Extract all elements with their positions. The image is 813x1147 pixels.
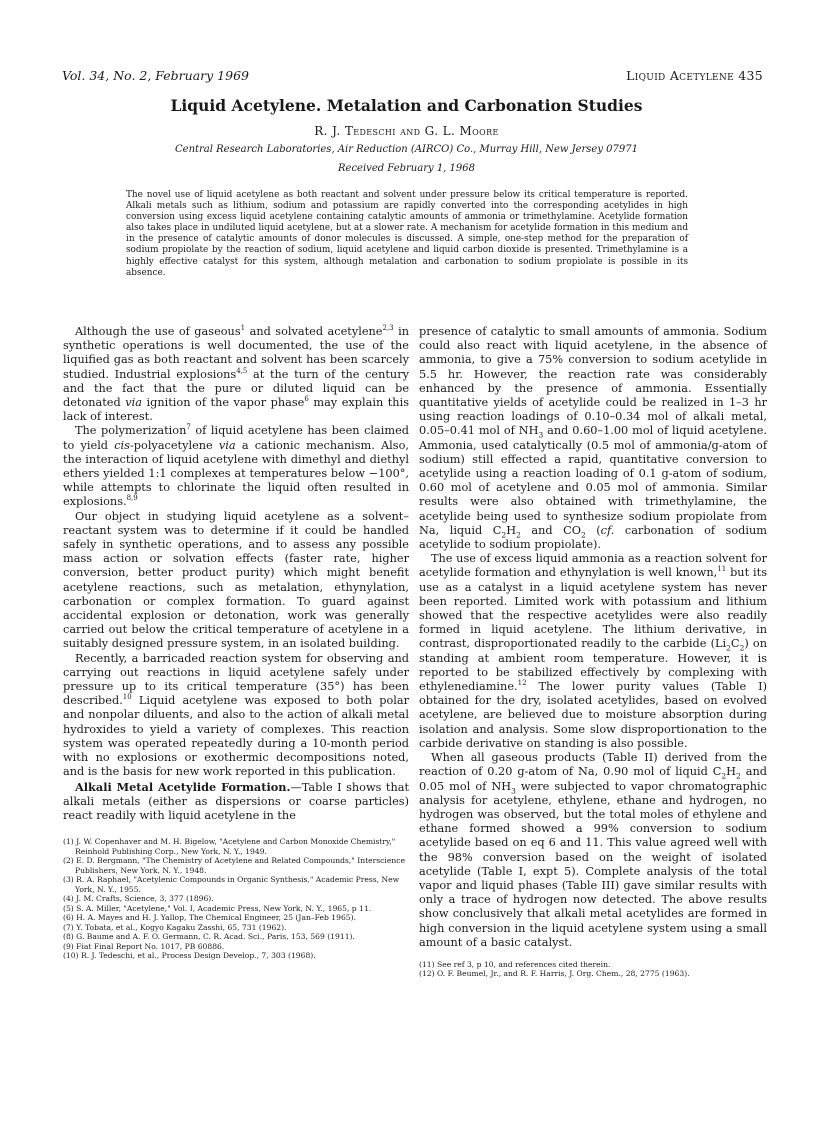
footnote: (11) See ref 3, p 10, and references cited therein. [419,959,611,969]
footnotes-right [419,960,767,979]
authors: R. J. Tedeschi and G. L. Moore [314,124,499,138]
footnote: (10) R. J. Tedeschi, et al., Process Design Develop., 7, 303 (1968). [63,951,316,961]
paragraph: presence of catalytic to small amounts of ammonia. Sodium could also react with liquid acetylene, in the absence of ammonia, to give a 75% conversion to sodium acetylide in 5.5 hr. However, the reaction rate was considerably enhanced by the presence of ammonia. Essentially quantitative yields of acetylide could be realized in 1–3 hr using reaction loadings of 0.10–0.34 mol of alkali metal, 0.05–0.41 mol of $NH_3$ and 0.60–1.00 mol of liquid acetylene. Ammonia, used catalytically (0.5 mol of ammonia/g-atom of sodium) still effected a rapid, quantitative conversion to acetylide using a reaction loading of 0.1 g-atom of sodium, 0.60 mol of acetylene and 0.05 mol of ammonia. Similar results were also obtained with trimethylamine, the acetylide being used to synthesize sodium propiolate from Na, liquid $C_2H_2$ and $CO_2$ (cf. carbonation of sodium acetylide to sodium propiolate). [419,325,768,552]
footnote: (4) J. M. Crafts, Science, 3, 377 (1896). [63,894,214,904]
footnote: (5) S. A. Miller, "Acetylene," Vol. I, Academic Press, New York, N. Y., 1965, p 11. [63,903,372,913]
footnote: (6) H. A. Mayes and H. J. Yallop, The Chemical Engineer, 25 (Jan–Feb 1965). [63,913,356,923]
paragraph: Alkali Metal Acetylide Formation.—Table I shows that alkali metals (either as dispersions or coarse particles) react readily with liquid acetylene in the [63,779,410,822]
paragraph: The polymerization$^7$ of liquid acetylene has been claimed to yield cis-polyacetylene via a cationic mechanism. Also, the interaction of liquid acetylene with dimethyl and diethyl ethers yielded 1:1 complexes at temperatures below −100°, while attempts to chlorinate the liquid often resulted in explosions.$^{8,9}$ [63,423,410,509]
paragraph: The use of excess liquid ammonia as a reaction solvent for acetylide formation and ethynylation is well known,$^{11}$ but its use as a catalyst in a liquid acetylene system has never been reported. Limited work with potassium and lithium showed that the respective acetylides were also readily formed in liquid acetylene. The lithium derivative, in contrast, disproportionated readily to the carbide $(Li_2C_2)$ on standing at ambient room temperature. However, it is reported to be stabilized effectively by complexing with ethylenediamine.$^{12}$ The lower purity values (Table I) obtained for the dry, isolated acetylides, based on evolved acetylene, are believed due to moisture absorption during isolation and analysis. Some slow disproportionation to the carbide derivative on standing is also possible. [419,552,768,750]
running-title-page-number: Liquid Acetylene 435 [626,68,763,83]
footnote: (9) Fiat Final Report No. 1017, PB 60886. [63,941,225,951]
paragraph: Recently, a barricaded reaction system for observing and carrying out reactions in liquid acetylene safely under pressure up to its critical temperature (35°) has been described.$^{10}$ Liquid acetylene was exposed to both polar and nonpolar diluents, and also to the action of alkali metal hydroxides to yield a variety of complexes. This reaction system was operated repeatedly during a 10-month period with no explosions or exothermic decompositions noted, and is the basis for new work reported in this publication. [63,651,409,779]
left-column [63,325,409,961]
paragraph: When all gaseous products (Table II) derived from the reaction of 0.20 g-atom of Na, 0.90 mol of liquid $C_2H_2$ and 0.05 mol of $NH_3$ were subjected to vapor chromatographic analysis for acetylene, ethylene, ethane and hydrogen, no hydrogen was observed, but the total moles of ethylene and ethane formed showed a 99% conversion to sodium acetylide based on eq 6 and 11. This value agreed well with the 98% conversion based on the weight of isolated acetylide (Table I, expt 5). Complete analysis of the total vapor and liquid phases (Table III) gave similar results with only a trace of hydrogen now detected. The above results show conclusively that alkali metal acetylides are formed in high conversion in the liquid acetylene system using a small amount of a basic catalyst. [419,751,767,949]
received-date: Received February 1, 1968 [338,163,475,174]
abstract: The novel use of liquid acetylene as both reactant and solvent under pressure below its critical temperature is reported. Alkali metals such as lithium, sodium and potassium are rapidly converted into the corresponding acetylides in high conversion using excess liquid acetylene containing catalytic amounts of ammonia or trimethylamine. Acetylide formation also takes place in undiluted liquid acetylene, but at a slower rate. A mechanism for acetylide formation in this medium and in the presence of catalytic amounts of donor molecules is discussed. A simple, one-step method for the preparation of sodium propiolate by the reaction of sodium, liquid acetylene and liquid carbon dioxide is presented. Trimethylamine is a highly effective catalyst for this system, although metalation and carbonation to sodium propiolate is possible in its absence. [126,190,688,278]
section-heading: Alkali Metal Acetylide Formation. [75,779,291,794]
affiliation: Central Research Laboratories, Air Reduction (AIRCO) Co., Murray Hill, New Jersey 07971 [175,144,638,155]
footnote: (1) J. W. Copenhaver and M. H. Bigelow, "Acetylene and Carbon Monoxide Chemistry," Reinhold Publishing Corp., New York, N. Y., 1949. [63,837,396,856]
journal-volume-issue: Vol. 34, No. 2, February 1969 [62,68,249,83]
footnote: (12) O. F. Beumel, Jr., and R. F. Harris, J. Org. Chem., 28, 2775 (1963). [419,969,690,979]
article-title: Liquid Acetylene. Metalation and Carbonation Studies [170,96,643,115]
footnote: (7) Y. Tobata, et al., Kogyo Kagaku Zasshi, 65, 731 (1962). [63,922,287,932]
footnotes-left [63,837,409,961]
footnote: (3) R. A. Raphael, "Acetylenic Compounds in Organic Synthesis," Academic Press, New York, N. Y., 1955. [63,875,400,894]
footnote: (8) G. Baume and A. F. O. Germann, C. R. Acad. Sci., Paris, 153, 569 (1911). [63,932,355,942]
right-column [419,325,767,979]
footnote: (2) E. D. Bergmann, "The Chemistry of Acetylene and Related Compounds," Interscience Publishers, New York, N. Y., 1948. [63,856,405,875]
paragraph: Although the use of gaseous$^1$ and solvated acetylene$^{2,3}$ in synthetic operations is well documented, the use of the liquified gas as both reactant and solvent has been scarcely studied. Industrial explosions$^{4,5}$ at the turn of the century and the fact that the pure or diluted liquid can be detonated via ignition of the vapor phase$^6$ may explain this lack of interest. [63,324,410,424]
paragraph: Our object in studying liquid acetylene as a solvent–reactant system was to determine if it could be handled safely in synthetic operations, and to assess any possible mass action or solvation effects (faster rate, higher conversion, better product purity) which might benefit acetylene reactions, such as metalation, ethynylation, carbonation or complex formation. To guard against accidental explosion or detonation, work was generally carried out below the critical temperature of acetylene in a suitably designed pressure system, in an isolated building. [63,509,409,651]
